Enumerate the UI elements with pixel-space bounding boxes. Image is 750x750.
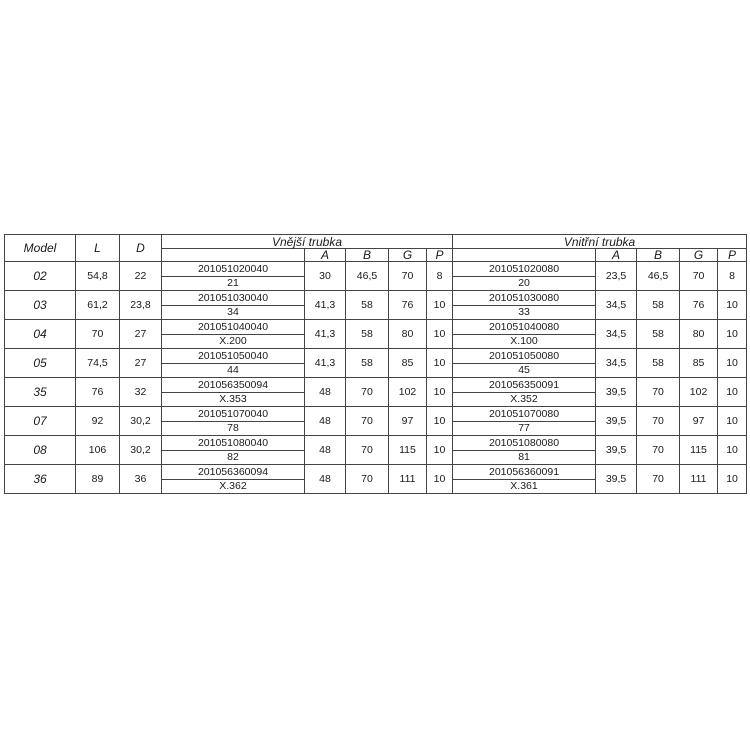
header-D: D [120, 235, 162, 262]
cell-i-A: 23,5 [596, 262, 637, 291]
outer-code-cell [162, 436, 305, 465]
header-inner-tube: Vnitřní trubka [453, 235, 747, 249]
inner-part-number: 201051050080 [453, 349, 595, 364]
cell-o-B: 70 [346, 436, 389, 465]
outer-part-number: 201051070040 [162, 407, 304, 422]
cell-D: 36 [120, 465, 162, 494]
outer-sub-code: 21 [227, 276, 239, 289]
cell-model: 07 [5, 407, 76, 436]
table-header [5, 235, 747, 262]
cell-i-A: 39,5 [596, 378, 637, 407]
inner-sub-code: 77 [518, 421, 530, 434]
cell-i-P: 8 [718, 262, 747, 291]
inner-part-number: 201056350091 [453, 378, 595, 393]
header-outer-G: G [389, 249, 427, 262]
cell-o-A: 48 [305, 407, 346, 436]
cell-o-P: 8 [427, 262, 453, 291]
cell-o-A: 41,3 [305, 349, 346, 378]
cell-i-A: 39,5 [596, 465, 637, 494]
cell-i-P: 10 [718, 465, 747, 494]
cell-o-G: 70 [389, 262, 427, 291]
cell-o-A: 48 [305, 436, 346, 465]
cell-i-P: 10 [718, 349, 747, 378]
cell-i-G: 80 [680, 320, 718, 349]
cell-i-A: 39,5 [596, 436, 637, 465]
cell-o-P: 10 [427, 465, 453, 494]
cell-L: 92 [76, 407, 120, 436]
outer-code-cell [162, 465, 305, 494]
inner-part-number: 201051080080 [453, 436, 595, 451]
cell-i-G: 70 [680, 262, 718, 291]
cell-o-P: 10 [427, 349, 453, 378]
cell-L: 89 [76, 465, 120, 494]
cell-i-P: 10 [718, 378, 747, 407]
cell-o-G: 76 [389, 291, 427, 320]
cell-i-A: 39,5 [596, 407, 637, 436]
header-model: Model [5, 235, 76, 262]
outer-sub-code: X.353 [219, 392, 247, 405]
cell-model: 02 [5, 262, 76, 291]
inner-sub-code: X.361 [510, 479, 538, 492]
outer-sub-code: X.362 [219, 479, 247, 492]
header-outer-A: A [305, 249, 346, 262]
outer-part-number: 201051040040 [162, 320, 304, 335]
cell-D: 27 [120, 320, 162, 349]
cell-D: 22 [120, 262, 162, 291]
cell-L: 76 [76, 378, 120, 407]
cell-i-A: 34,5 [596, 349, 637, 378]
cell-o-P: 10 [427, 407, 453, 436]
header-outer-P: P [427, 249, 453, 262]
cell-o-G: 102 [389, 378, 427, 407]
header-L: L [76, 235, 120, 262]
cell-o-G: 97 [389, 407, 427, 436]
inner-code-cell [453, 436, 596, 465]
cell-D: 30,2 [120, 436, 162, 465]
cell-L: 61,2 [76, 291, 120, 320]
cell-L: 74,5 [76, 349, 120, 378]
header-inner-B: B [637, 249, 680, 262]
cell-o-B: 58 [346, 320, 389, 349]
header-inner-P: P [718, 249, 747, 262]
outer-sub-code: 34 [227, 305, 239, 318]
cell-o-G: 111 [389, 465, 427, 494]
table-row [5, 378, 747, 407]
outer-part-number: 201056350094 [162, 378, 304, 393]
cell-model: 36 [5, 465, 76, 494]
cell-o-A: 48 [305, 465, 346, 494]
table-row [5, 436, 747, 465]
table-row [5, 407, 747, 436]
cell-i-B: 58 [637, 349, 680, 378]
cell-model: 03 [5, 291, 76, 320]
outer-code-cell [162, 349, 305, 378]
cell-D: 27 [120, 349, 162, 378]
table-row [5, 465, 747, 494]
outer-sub-code: 44 [227, 363, 239, 376]
cell-o-G: 85 [389, 349, 427, 378]
inner-part-number: 201051020080 [453, 262, 595, 277]
cell-o-B: 70 [346, 378, 389, 407]
inner-part-number: 201056360091 [453, 465, 595, 480]
cell-i-G: 97 [680, 407, 718, 436]
outer-code-cell [162, 291, 305, 320]
table-row [5, 262, 747, 291]
cell-i-B: 70 [637, 436, 680, 465]
cell-i-B: 70 [637, 407, 680, 436]
inner-code-cell [453, 262, 596, 291]
cell-o-B: 58 [346, 349, 389, 378]
inner-part-number: 201051040080 [453, 320, 595, 335]
cell-o-B: 70 [346, 407, 389, 436]
cell-L: 70 [76, 320, 120, 349]
inner-sub-code: 45 [518, 363, 530, 376]
header-outer-code [162, 249, 305, 262]
cell-i-G: 76 [680, 291, 718, 320]
cell-i-B: 58 [637, 320, 680, 349]
cell-i-G: 102 [680, 378, 718, 407]
cell-o-P: 10 [427, 378, 453, 407]
cell-i-P: 10 [718, 320, 747, 349]
cell-o-A: 41,3 [305, 320, 346, 349]
table-row [5, 349, 747, 378]
header-inner-code [453, 249, 596, 262]
outer-sub-code: 82 [227, 450, 239, 463]
inner-sub-code: X.352 [510, 392, 538, 405]
inner-sub-code: 20 [518, 276, 530, 289]
outer-sub-code: X.200 [219, 334, 247, 347]
cell-o-G: 115 [389, 436, 427, 465]
cell-o-P: 10 [427, 291, 453, 320]
outer-code-cell [162, 407, 305, 436]
spec-table [4, 234, 747, 494]
cell-o-B: 58 [346, 291, 389, 320]
cell-o-P: 10 [427, 436, 453, 465]
cell-i-P: 10 [718, 291, 747, 320]
cell-D: 32 [120, 378, 162, 407]
inner-code-cell [453, 407, 596, 436]
outer-part-number: 201051020040 [162, 262, 304, 277]
cell-i-B: 70 [637, 465, 680, 494]
header-outer-B: B [346, 249, 389, 262]
cell-model: 08 [5, 436, 76, 465]
cell-i-A: 34,5 [596, 291, 637, 320]
outer-part-number: 201051080040 [162, 436, 304, 451]
outer-part-number: 201051050040 [162, 349, 304, 364]
cell-o-A: 48 [305, 378, 346, 407]
cell-i-G: 111 [680, 465, 718, 494]
cell-o-B: 70 [346, 465, 389, 494]
cell-o-A: 41,3 [305, 291, 346, 320]
cell-model: 04 [5, 320, 76, 349]
inner-sub-code: 33 [518, 305, 530, 318]
cell-L: 54,8 [76, 262, 120, 291]
cell-i-B: 58 [637, 291, 680, 320]
outer-code-cell [162, 378, 305, 407]
cell-i-B: 46,5 [637, 262, 680, 291]
cell-D: 23,8 [120, 291, 162, 320]
cell-o-G: 80 [389, 320, 427, 349]
cell-i-P: 10 [718, 436, 747, 465]
inner-code-cell [453, 378, 596, 407]
inner-code-cell [453, 465, 596, 494]
cell-D: 30,2 [120, 407, 162, 436]
cell-o-B: 46,5 [346, 262, 389, 291]
cell-i-P: 10 [718, 407, 747, 436]
inner-part-number: 201051030080 [453, 291, 595, 306]
cell-i-A: 34,5 [596, 320, 637, 349]
cell-i-B: 70 [637, 378, 680, 407]
inner-code-cell [453, 291, 596, 320]
cell-model: 05 [5, 349, 76, 378]
outer-code-cell [162, 320, 305, 349]
outer-part-number: 201051030040 [162, 291, 304, 306]
table-body [5, 262, 747, 494]
cell-L: 106 [76, 436, 120, 465]
inner-code-cell [453, 349, 596, 378]
cell-i-G: 85 [680, 349, 718, 378]
header-inner-G: G [680, 249, 718, 262]
inner-sub-code: X.100 [510, 334, 538, 347]
cell-i-G: 115 [680, 436, 718, 465]
inner-code-cell [453, 320, 596, 349]
cell-o-P: 10 [427, 320, 453, 349]
header-inner-A: A [596, 249, 637, 262]
table-row [5, 320, 747, 349]
inner-part-number: 201051070080 [453, 407, 595, 422]
cell-o-A: 30 [305, 262, 346, 291]
outer-sub-code: 78 [227, 421, 239, 434]
header-outer-tube: Vnější trubka [162, 235, 453, 249]
outer-code-cell [162, 262, 305, 291]
table-row [5, 291, 747, 320]
inner-sub-code: 81 [518, 450, 530, 463]
cell-model: 35 [5, 378, 76, 407]
outer-part-number: 201056360094 [162, 465, 304, 480]
